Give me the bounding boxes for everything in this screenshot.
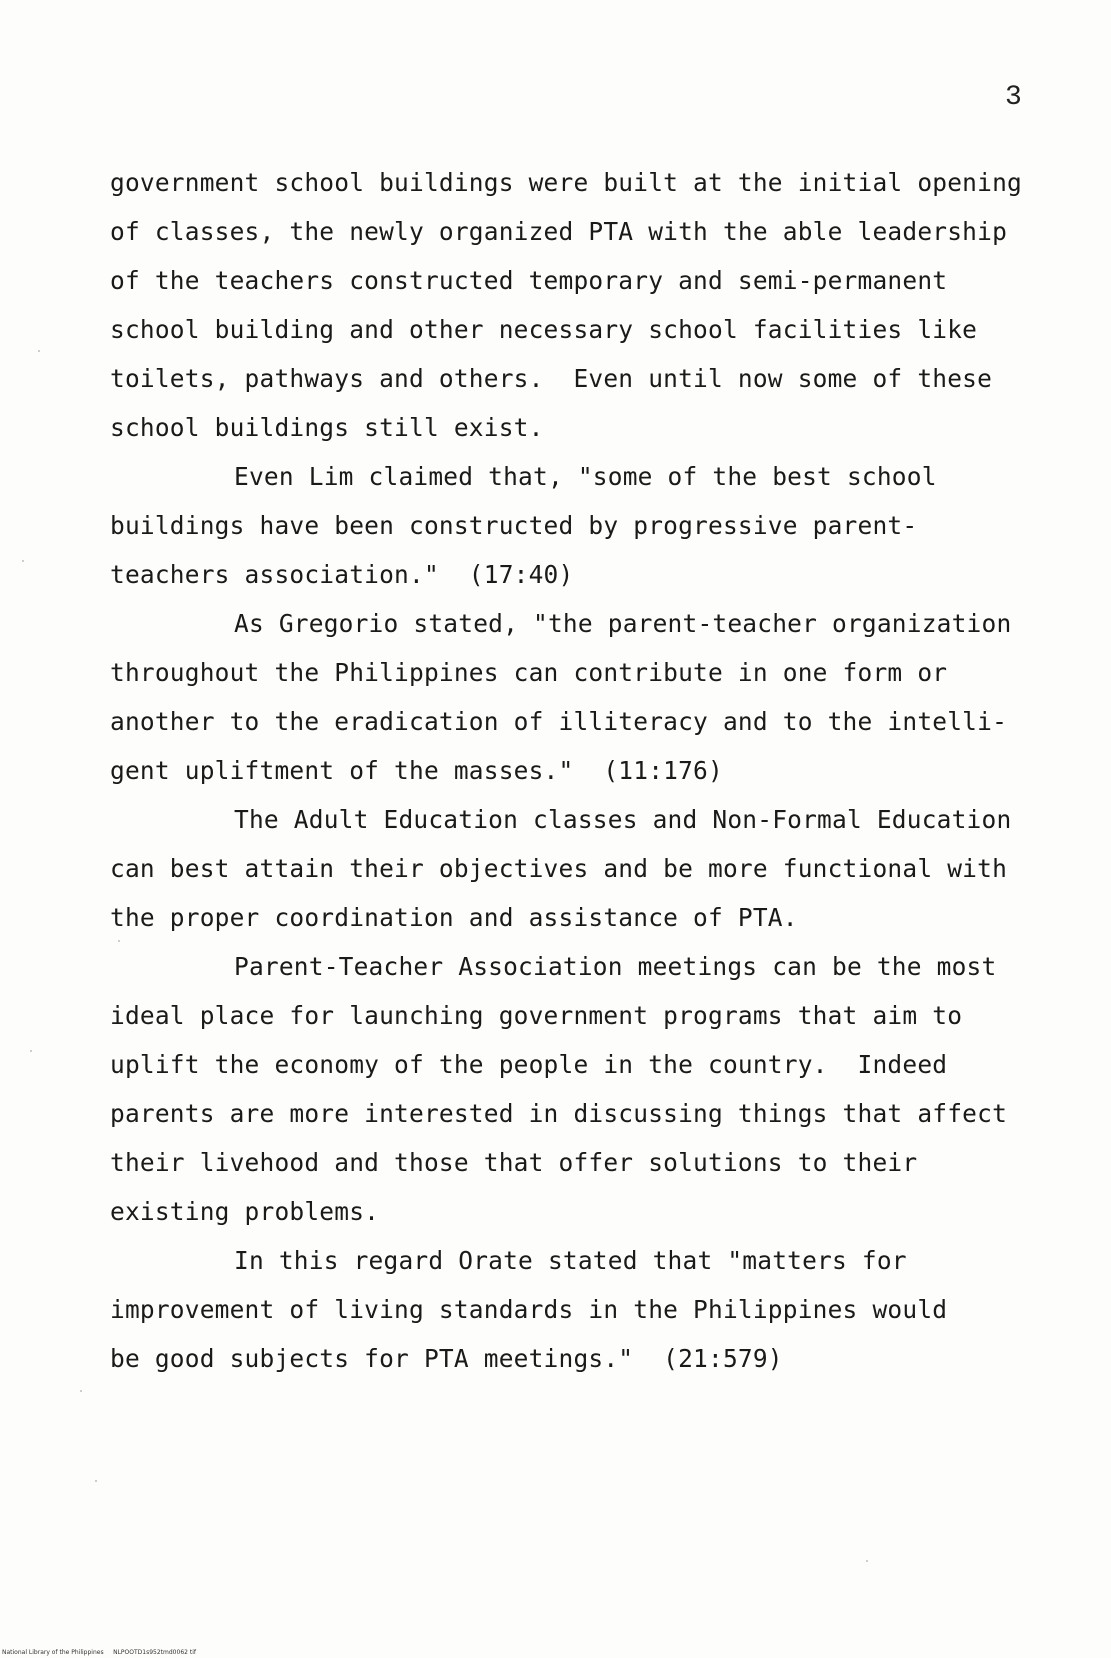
text-line: buildings have been constructed by progressive parent- bbox=[110, 511, 918, 540]
text-line: school buildings still exist. bbox=[110, 413, 544, 442]
text-line: can best attain their objectives and be more functional with bbox=[110, 854, 1008, 883]
text-line: school building and other necessary school facilities like bbox=[110, 315, 978, 344]
text-line: throughout the Philippines can contribute in one form or bbox=[110, 658, 948, 687]
text-line: existing problems. bbox=[110, 1197, 380, 1226]
text-line: of classes, the newly organized PTA with the able leadership bbox=[110, 217, 1008, 246]
page-number: 3 bbox=[1005, 82, 1022, 113]
text-line: uplift the economy of the people in the country. Indeed bbox=[110, 1050, 948, 1079]
text-line: of the teachers constructed temporary and semi-permanent bbox=[110, 266, 948, 295]
text-line: gent upliftment of the masses." (11:176) bbox=[110, 756, 723, 785]
text-line: As Gregorio stated, "the parent-teacher organization bbox=[234, 609, 1012, 638]
text-line: improvement of living standards in the Philippines would bbox=[110, 1295, 948, 1324]
scan-speck bbox=[866, 1560, 868, 1562]
scan-speck bbox=[80, 1390, 82, 1392]
text-line: parents are more interested in discussing things that affect bbox=[110, 1099, 1008, 1128]
text-line: In this regard Orate stated that "matters for bbox=[234, 1246, 907, 1275]
body-text bbox=[110, 158, 1070, 1383]
text-line: toilets, pathways and others. Even until now some of these bbox=[110, 364, 993, 393]
scan-speck bbox=[30, 1050, 32, 1052]
text-line: the proper coordination and assistance of PTA. bbox=[110, 903, 798, 932]
text-line: Parent-Teacher Association meetings can be the most bbox=[234, 952, 997, 981]
text-line: Even Lim claimed that, "some of the best school bbox=[234, 462, 937, 491]
text-line: be good subjects for PTA meetings." (21:579) bbox=[110, 1344, 783, 1373]
text-line: another to the eradication of illiteracy and to the intelli- bbox=[110, 707, 1008, 736]
scan-speck bbox=[118, 940, 120, 942]
text-line: government school buildings were built at the initial opening bbox=[110, 168, 1022, 197]
text-line: ideal place for launching government programs that aim to bbox=[110, 1001, 963, 1030]
scan-footer: National Library of the Philippines NLPOOTD1s952tmd0062 tif bbox=[2, 1649, 196, 1656]
text-line: their livehood and those that offer solutions to their bbox=[110, 1148, 918, 1177]
text-line: teachers association." (17:40) bbox=[110, 560, 574, 589]
text-line: The Adult Education classes and Non-Formal Education bbox=[234, 805, 1012, 834]
scan-speck bbox=[22, 560, 24, 562]
scan-speck bbox=[95, 1480, 97, 1482]
scan-speck bbox=[38, 350, 40, 352]
